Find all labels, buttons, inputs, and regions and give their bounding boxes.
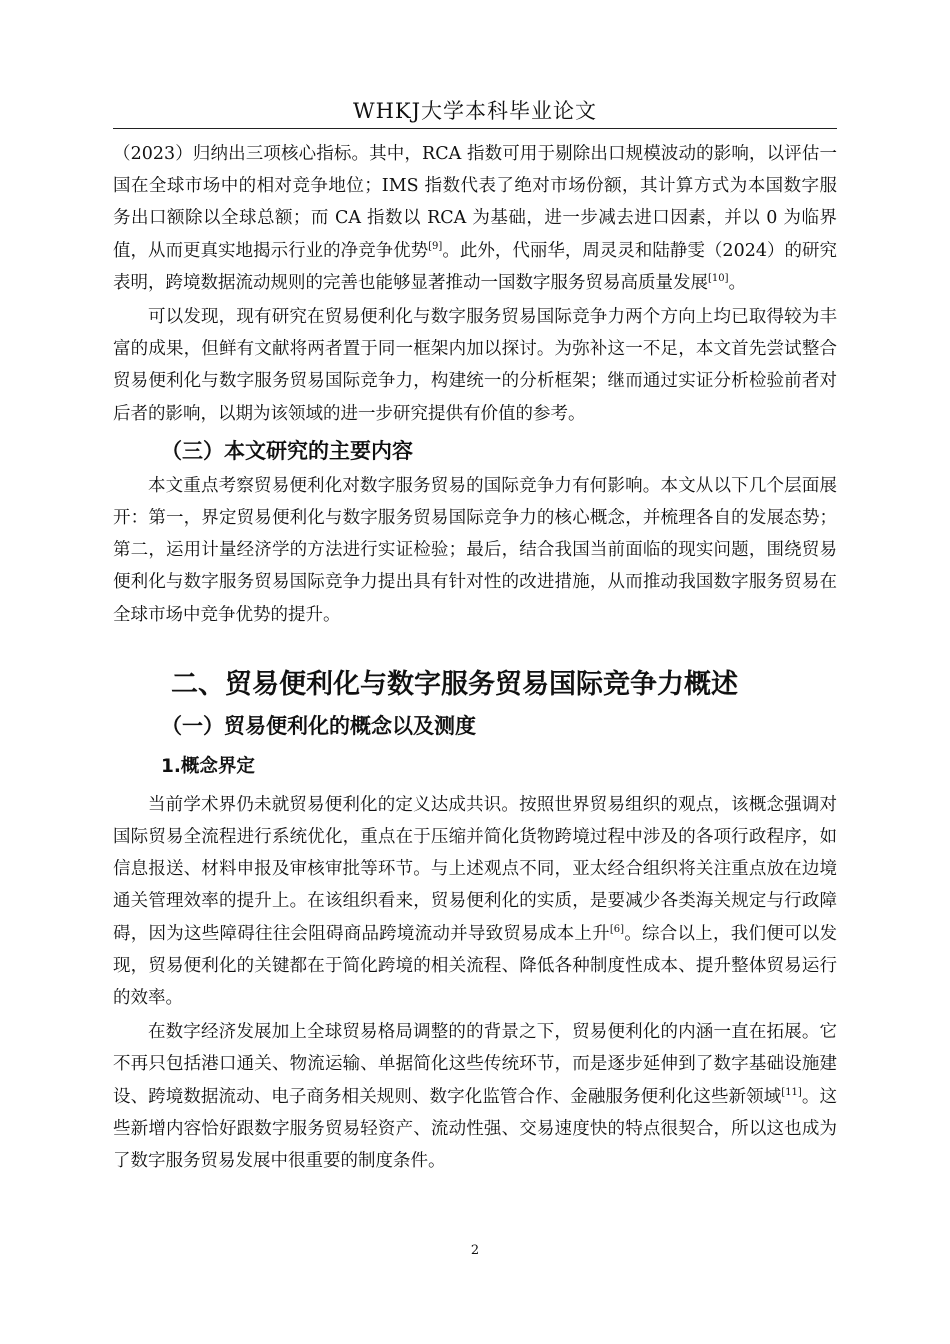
header-title: WHKJ大学本科毕业论文 bbox=[352, 99, 597, 123]
citation-9: [9] bbox=[428, 240, 443, 252]
paragraph-1-text-b: 。此外，代丽华，周灵灵和陆静雯（2024）的研究表明，跨境数据流动规则的完善也能够显著推动一国数字服务贸易高质量发展 bbox=[113, 240, 837, 293]
concept-definition-heading: 1.概念界定 bbox=[161, 755, 255, 777]
paragraph-1-text-c: 。 bbox=[728, 272, 747, 293]
page-header bbox=[113, 94, 837, 129]
paragraph-4-text-b: 。综合以上，我们便可以发现，贸易便利化的关键都在于简化跨境的相关流程、降低各种制度性成本、提升整体贸易运行的效率。 bbox=[113, 923, 838, 1009]
page-number: 2 bbox=[470, 1243, 480, 1258]
paragraph-4-text-a: 当前学术界仍未就贸易便利化的定义达成共识。按照世界贸易组织的观点，该概念强调对国际贸易全流程进行系统优化，重点在于压缩并简化货物跨境过程中涉及的各项行政程序，如信息报送、材料申报及审核审批等环节。与上述观点不同，亚太经合组织将关注重点放在边境通关管理效率的提升上。在该组织看来，贸易便利化的实质，是要减少各类海关规定与行政障碍，因为这些障碍往往会阻碍商品跨境流动并导致贸易成本上升 bbox=[113, 794, 837, 944]
chapter-heading-2: 二、贸易便利化与数字服务贸易国际竞争力概述 bbox=[171, 668, 738, 700]
paragraph-2: 可以发现，现有研究在贸易便利化与数字服务贸易国际竞争力两个方向上均已取得较为丰富的成果，但鲜有文献将两者置于同一框架内加以探讨。为弥补这一不足，本文首先尝试整合贸易便利化与数字服务贸易国际竞争力，构建统一的分析框架；继而通过实证分析检验前者对后者的影响，以期为该领域的进一步研究提供有价值的参考。 bbox=[113, 307, 837, 424]
paragraph-5-text-b: 。这些新增内容恰好跟数字服务贸易轻资产、流动性强、交易速度快的特点很契合，所以这也成为了数字服务贸易发展中很重要的制度条件。 bbox=[113, 1086, 838, 1172]
citation-6: [6] bbox=[609, 923, 625, 935]
paragraph-1 bbox=[113, 138, 837, 299]
citation-11: [11] bbox=[781, 1086, 802, 1098]
paragraph-1-text-a: （2023）归纳出三项核心指标。其中，RCA 指数可用于剔除出口规模波动的影响，以评估一国在全球市场中的相对竞争地位；IMS 指数代表了绝对市场份额，其计算方式为本国数字服务出口额除以全球总额；而 CA 指数以 RCA 为基础，进一步减去进口因素，并以 0 为临界值，从而更真实地揭示行业的净竞争优势 bbox=[113, 144, 837, 261]
page-body bbox=[113, 138, 837, 1177]
paragraph-5 bbox=[113, 1016, 837, 1177]
subsection-heading-1: （一）贸易便利化的概念以及测度 bbox=[161, 713, 476, 738]
section-heading-3: （三）本文研究的主要内容 bbox=[161, 438, 413, 463]
page-footer bbox=[0, 1243, 950, 1259]
paragraph-5-text-a: 在数字经济发展加上全球贸易格局调整的的背景之下，贸易便利化的内涵一直在拓展。它不再只包括港口通关、物流运输、单据简化这些传统环节，而是逐步延伸到了数字基础设施建设、跨境数据流动、电子商务相关规则、数字化监管合作、金融服务便利化这些新领域 bbox=[113, 1022, 837, 1107]
paragraph-3: 本文重点考察贸易便利化对数字服务贸易的国际竞争力有何影响。本文从以下几个层面展开：第一，界定贸易便利化与数字服务贸易国际竞争力的核心概念，并梳理各自的发展态势；第二，运用计量经济学的方法进行实证检验；最后，结合我国当前面临的现实问题，围绕贸易便利化与数字服务贸易国际竞争力提出具有针对性的改进措施，从而推动我国数字服务贸易在全球市场中竞争优势的提升。 bbox=[113, 475, 837, 625]
citation-10: [10] bbox=[708, 272, 729, 284]
paragraph-4 bbox=[113, 789, 837, 1014]
